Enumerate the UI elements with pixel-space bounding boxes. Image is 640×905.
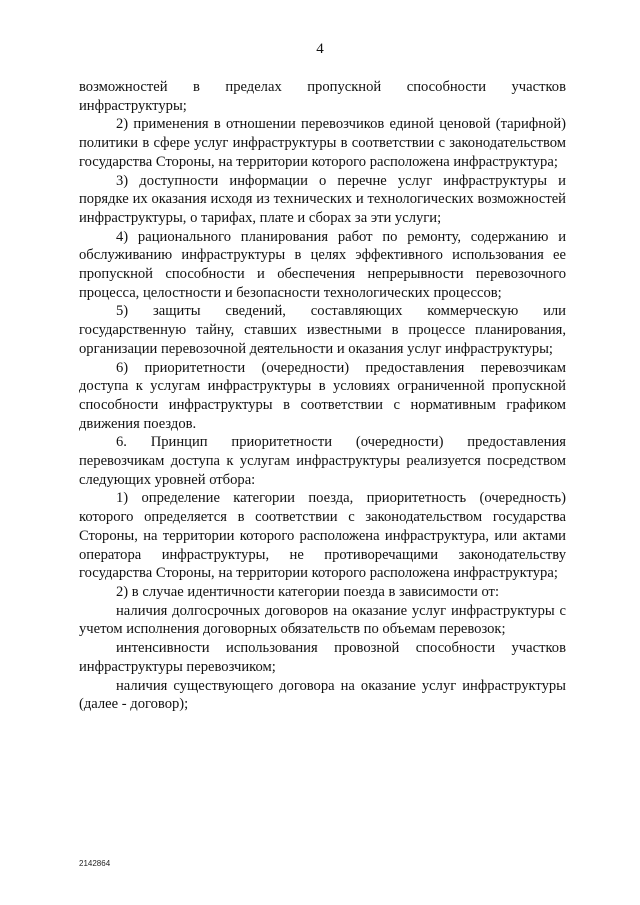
body-text bbox=[79, 78, 566, 714]
paragraph: возможностей в пределах пропускной способности участков bbox=[79, 79, 566, 95]
paragraph: 3) доступности информации о перечне услуг инфраструктуры и порядке их оказания исходя из технических и технологических возможностей инфраструктуры, о тарифах, плате и сборах за эти услуги; bbox=[79, 172, 566, 226]
paragraph: 6) приоритетности (очередности) предоставления перевозчикам доступа к услугам инфраструктуры в условиях ограниченной пропускной способности инфраструктуры в соответствии с нормативным графиком движения поездов. bbox=[79, 359, 566, 432]
paragraph: наличия долгосрочных договоров на оказание услуг инфраструктуры с учетом исполнения договорных обязательств по объемам перевозок; bbox=[79, 602, 566, 638]
paragraph: интенсивности использования провозной способности участков инфраструктуры перевозчиком; bbox=[79, 640, 566, 675]
paragraph: 2) применения в отношении перевозчиков единой ценовой (тарифной) политики в сфере услуг инфраструктуры в соответствии с законодательством государства Стороны, на территории которого расположена инфраструктура; bbox=[79, 116, 566, 170]
document-code: 2142864 bbox=[79, 859, 111, 868]
paragraph: 2) в случае идентичности категории поезда в зависимости от: bbox=[116, 583, 499, 600]
paragraph: 1) определение категории поезда, приоритетность (очередность) которого определяется в соответствии с законодательством государства Стороны, на территории которого расположена инфраструктура, или актами оператора инфраструктуры, не противоречащими законодательству государства Стороны, на территории которого расположена инфраструктура; bbox=[79, 490, 566, 582]
paragraph: инфраструктуры; bbox=[79, 97, 187, 114]
page-number: 4 bbox=[316, 41, 324, 57]
paragraph: 4) рационального планирования работ по ремонту, содержанию и обслуживанию инфраструктуры в целях эффективного использования ее пропускной способности и обеспечения непрерывности перевозочного процесса, целостности и безопасности технологических процессов; bbox=[79, 228, 566, 301]
paragraph: наличия существующего договора на оказание услуг инфраструктуры (далее - договор); bbox=[79, 677, 566, 713]
paragraph: 5) защиты сведений, составляющих коммерческую или государственную тайну, ставших известными в процессе планирования, организации перевозочной деятельности и оказания услуг инфраструктуры; bbox=[79, 303, 566, 357]
paragraph: 6. Принцип приоритетности (очередности) предоставления перевозчикам доступа к услугам инфраструктуры реализуется посредством следующих уровней отбора: bbox=[79, 434, 566, 488]
